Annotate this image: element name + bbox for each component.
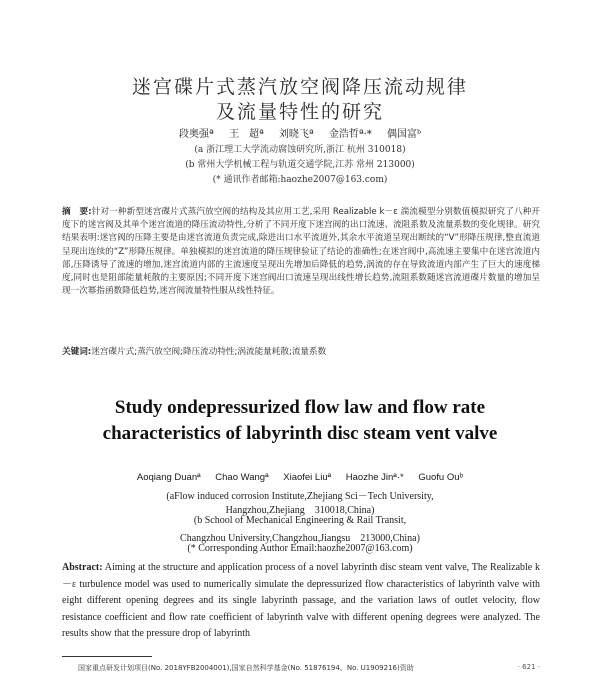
- en-affiliation-a2: Hangzhou,Zhejiang 310018,China): [225, 505, 375, 516]
- cn-title-line1: 迷宫碟片式蒸汽放空阀降压流动规律: [131, 76, 468, 98]
- en-author: Aoqiang Duanª: [136, 472, 201, 483]
- cn-abstract: [62, 206, 540, 298]
- en-title-line1: Study ondepressurized flow law and flow rate: [114, 397, 486, 418]
- en-abstract: [62, 560, 540, 643]
- cn-author: 偶国富ᵇ: [386, 129, 421, 140]
- cn-author: 刘晓飞ª: [278, 129, 314, 140]
- en-affiliation-b1: (b School of Mechanical Engineering & Rail Transit,: [193, 515, 407, 526]
- en-author: Chao Wangª: [215, 472, 269, 483]
- cn-abstract-label: 摘 要:: [62, 207, 92, 217]
- cn-title-line2: 及流量特性的研究: [215, 101, 384, 123]
- cn-keywords: [62, 346, 540, 359]
- en-author: Guofu Ouᵇ: [418, 472, 464, 483]
- page-number: · 621 ·: [517, 663, 540, 671]
- footnote-rule: [62, 656, 152, 657]
- funding-footnote: 国家重点研发计划项目(No. 2018YFB2004001),国家自然科学基金(No. 51876194、No. U1909216)资助: [78, 664, 414, 672]
- en-abstract-text: Aiming at the structure and application process of a novel labyrinth disc steam vent valve, The Realizable k－ε turbulence model was used to numerically simulate the depressurized flow characteristics of labyrinth valve with eight different opening degrees and its single labyrinth passage, and the variation laws of outlet velocity, flow resistance coefficient and flow rate coefficient of labyrinth valve with different opening degrees were analyzed. The results show that the pressure drop of labyrinth: [62, 562, 540, 640]
- cn-author: 段奥强ª: [179, 129, 214, 140]
- en-author: Xiaofei Liuª: [283, 472, 332, 483]
- cn-author: 王 超ª: [228, 129, 264, 140]
- en-author: Haozhe Jinª·*: [345, 472, 404, 483]
- cn-author: 金浩哲ª·*: [328, 129, 372, 140]
- en-corresponding: (* Corresponding Author Email:haozhe2007@163.com): [187, 543, 413, 554]
- en-abstract-label: Abstract:: [62, 562, 103, 573]
- cn-authors: [0, 125, 600, 140]
- cn-affiliation-b: (b 常州大学机械工程与轨道交通学院,江苏 常州 213000): [185, 160, 415, 170]
- cn-keywords-label: 关键词:: [62, 347, 92, 357]
- en-affiliation-b2: Changzhou University,Changzhou,Jiangsu 213000,China): [180, 533, 420, 544]
- cn-keywords-text: 迷宫碟片式;蒸汽放空阀;降压流动特性;涡流能量耗散;流量系数: [91, 347, 327, 357]
- cn-abstract-text: 针对一种新型迷宫碟片式蒸汽放空阀的结构及其应用工艺,采用 Realizable k－ε 湍流模型分别数值模拟研究了八种开度下的迷宫阀及其单个迷宫流道的降压流动特性,分析了不同开度下迷宫阀的出口流速、流阻系数及流量系数的变化规律。研究结果表明:迷宫阀的压降主要是由迷宫流道负责完成,除进出口水平流道外,其余水平流道呈现出断续的“V”形降压规律,整直流道呈现出连续的“Z”形降压规律。单独模拟的迷宫流道的降压规律验证了结论的准确性;在迷宫阀中,高流速主要集中在迷宫流道内部,压降诱导了流速的增加,迷宫流道内部的主流速度呈现出先增加后降低的趋势,涡流的存在导致流道内部产生了巨大的速度梯度,同时也是阻部能量耗散的主要原因;不同开度下迷宫阀出口流速呈现出线性增长趋势,流阻系数随迷宫流道碟片数量的增加呈现一次幂指函数降低趋势,迷宫阀流量特性服从线性特征。: [62, 207, 541, 297]
- cn-affiliation-a: (a 浙江理工大学流动腐蚀研究所,浙江 杭州 310018): [194, 145, 406, 155]
- en-affiliation-a1: (aFlow induced corrosion Institute,Zhejiang Sci－Tech University,: [166, 491, 434, 502]
- en-authors: [0, 472, 600, 483]
- en-title-line2: characteristics of labyrinth disc steam vent valve: [102, 423, 498, 444]
- cn-corresponding: (* 通讯作者邮箱:haozhe2007@163.com): [212, 175, 388, 185]
